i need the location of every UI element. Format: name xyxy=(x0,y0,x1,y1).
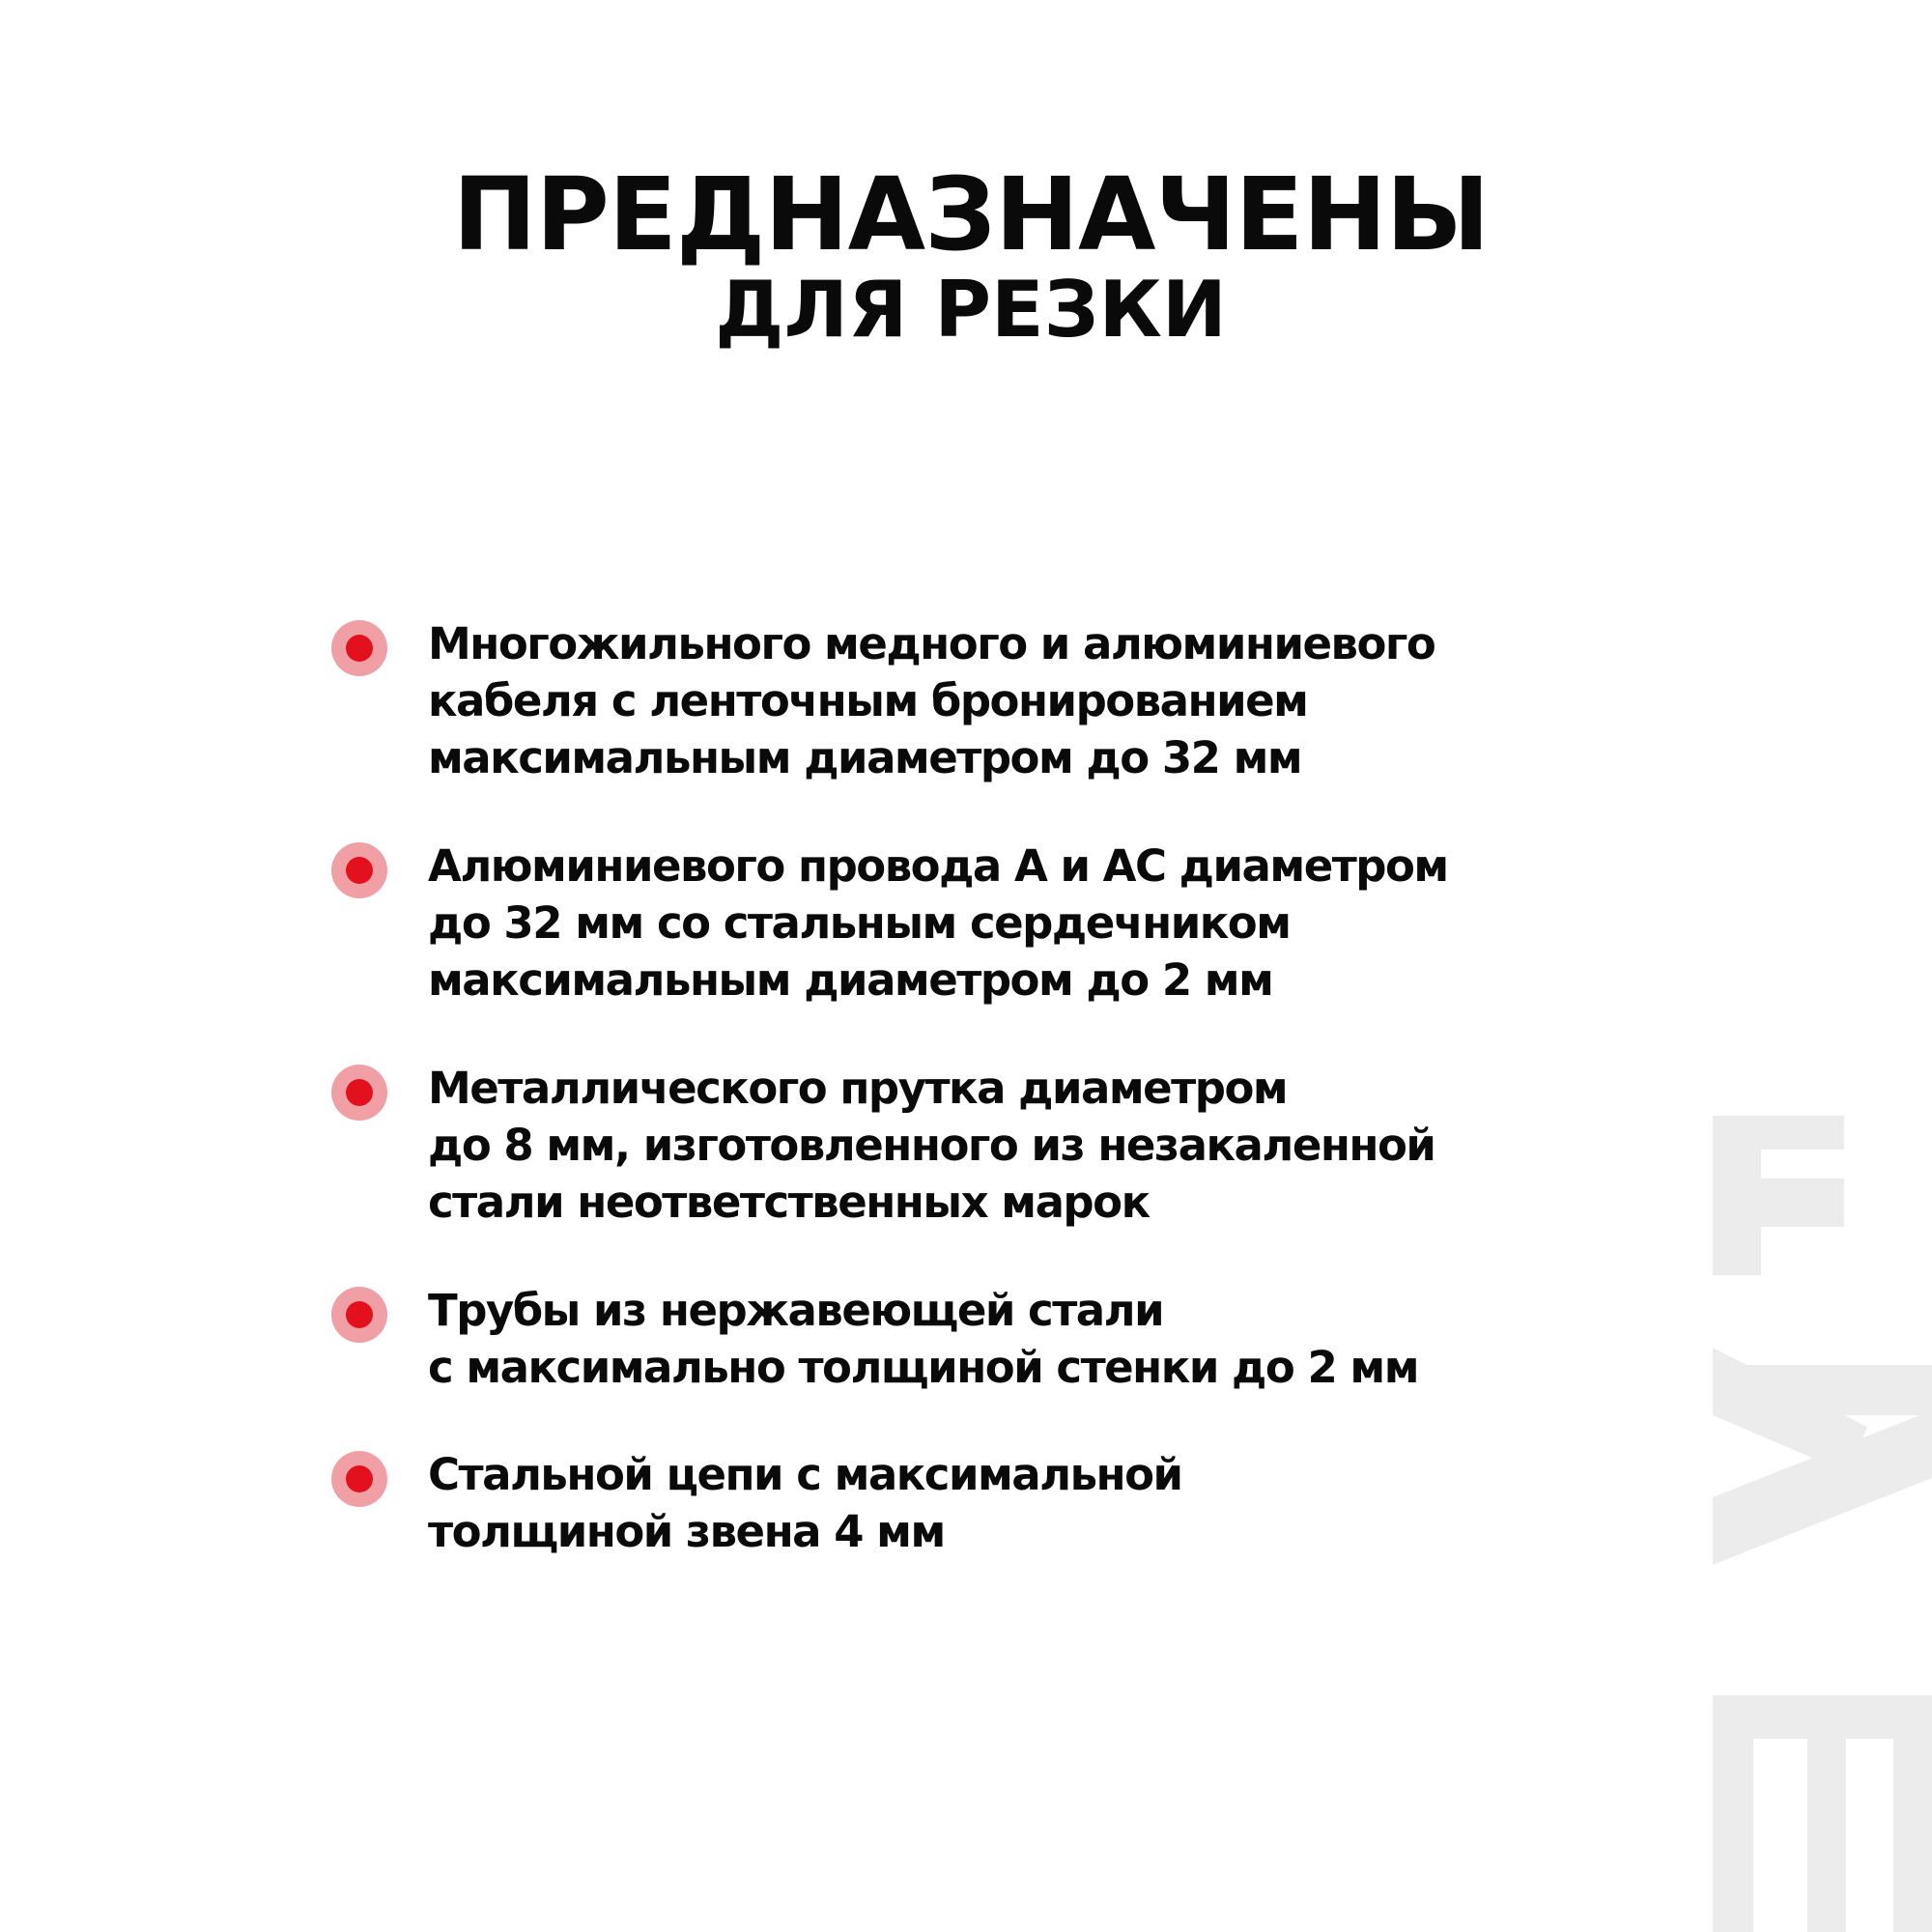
page-subtitle: ДЛЯ РЕЗКИ xyxy=(715,265,1227,355)
bullet-icon xyxy=(331,1065,387,1121)
bullet-icon xyxy=(331,1287,387,1343)
list-item-text: Металлического прутка диаметром до 8 мм, изготовленного из незакаленной стали неответственных марок xyxy=(428,1063,1435,1228)
ekf-logo-icon xyxy=(1713,1116,1932,1932)
list-item-text: Алюминиевого провода А и АС диаметром до 32 мм со стальным сердечником максимальным диаметром до 2 мм xyxy=(428,840,1448,1006)
list-item-text: Трубы из нержавеющей стали с максимально толщиной стенки до 2 мм xyxy=(428,1285,1418,1393)
ekf-logo-watermark xyxy=(1713,1116,1932,1932)
bullet-icon xyxy=(331,620,387,676)
page-title: ПРЕДНАЗНАЧЕНЫ xyxy=(452,156,1490,273)
list-item-text: Стальной цепи с максимальной толщиной звена 4 мм xyxy=(428,1449,1182,1557)
bullet-icon xyxy=(331,1451,387,1507)
bullet-icon xyxy=(331,842,387,898)
list-item-text: Многожильного медного и алюминиевого кабеля с ленточным бронированием максимальным диаметром до 32 мм xyxy=(428,618,1435,783)
